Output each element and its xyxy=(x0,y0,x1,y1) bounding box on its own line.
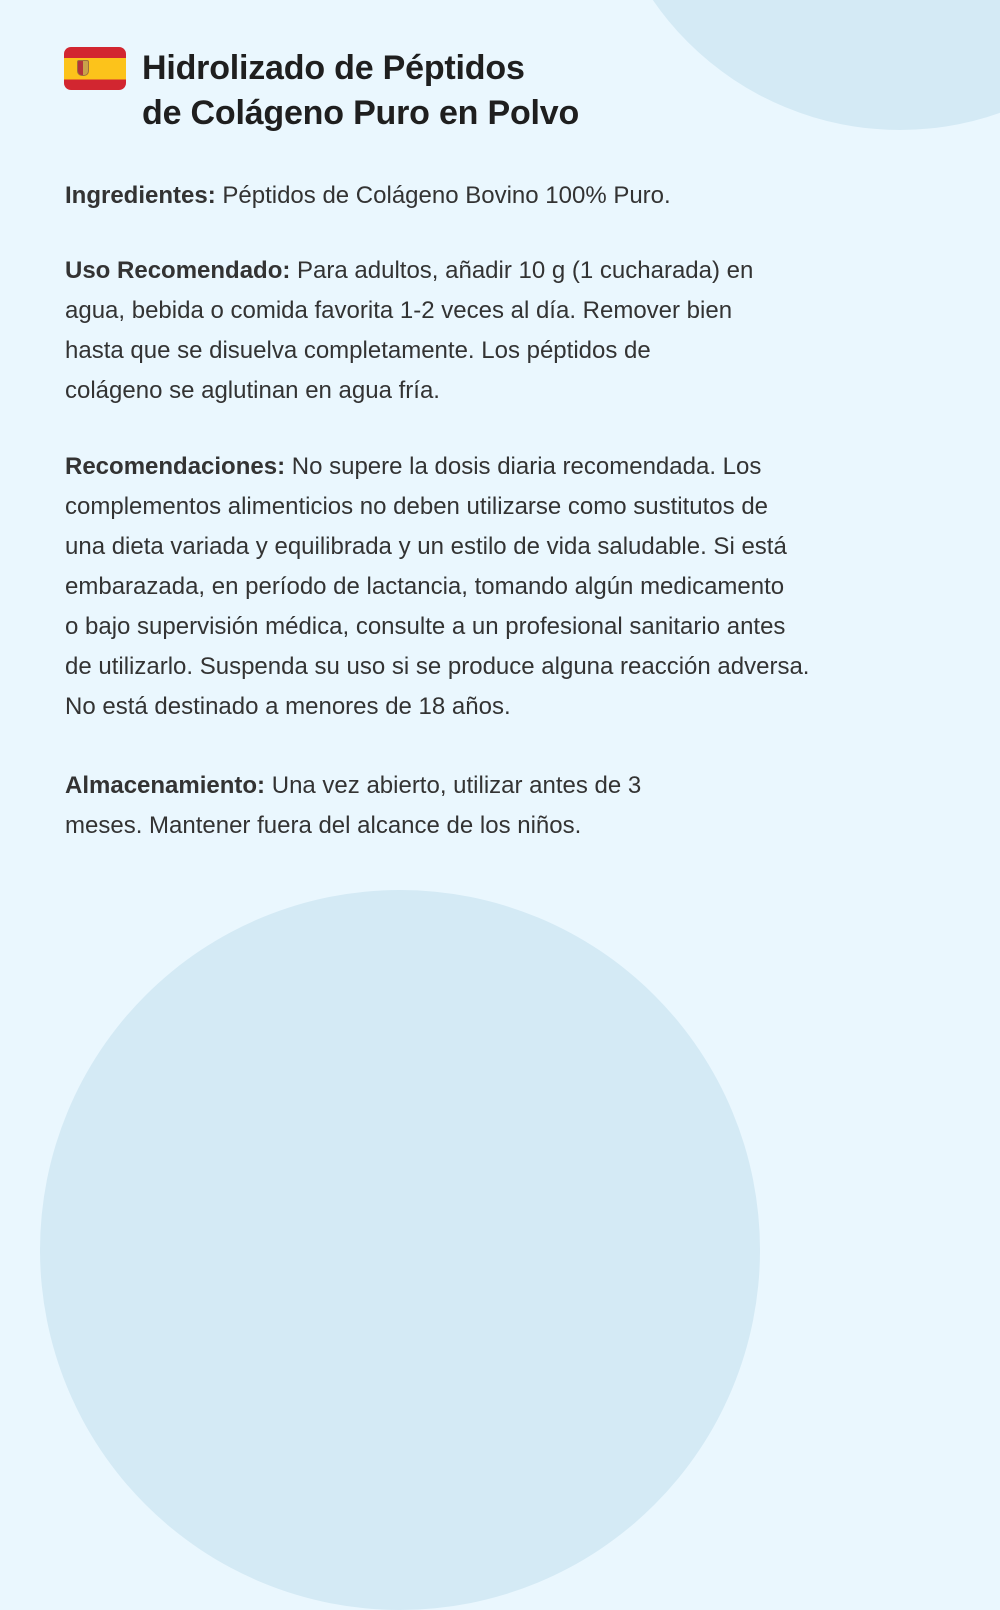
coat-of-arms-icon xyxy=(77,60,89,76)
page-title xyxy=(142,46,579,136)
title-line-2: de Colágeno Puro en Polvo xyxy=(142,94,580,132)
ingredients-text: Péptidos de Colágeno Bovino 100% Puro. xyxy=(215,182,671,209)
spain-flag-icon xyxy=(64,47,126,90)
decorative-circle-top-right xyxy=(600,0,1000,130)
recommended-use-line: colágeno se aglutinan en agua fría. xyxy=(65,377,440,404)
storage-section xyxy=(65,766,985,846)
ingredients-label: Ingredientes: xyxy=(65,182,216,209)
storage-line xyxy=(65,766,985,806)
recommendations-line: o bajo supervisión médica, consulte a un profesional sanitario antes xyxy=(65,613,786,640)
recommendations-line xyxy=(65,447,985,487)
recommendations-label: Recomendaciones: xyxy=(65,453,286,480)
recommendations-line: una dieta variada y equilibrada y un estilo de vida saludable. Si está xyxy=(65,533,787,560)
recommendations-text: No supere la dosis diaria recomendada. Los xyxy=(285,453,762,480)
storage-text: Una vez abierto, utilizar antes de 3 xyxy=(265,772,642,799)
recommended-use-line: hasta que se disuelva completamente. Los péptidos de xyxy=(65,337,651,364)
storage-line: meses. Mantener fuera del alcance de los niños. xyxy=(65,812,582,839)
title-line-1: Hidrolizado de Péptidos xyxy=(142,49,525,87)
recommendations-line: de utilizarlo. Suspenda su uso si se produce alguna reacción adversa. xyxy=(65,653,810,680)
storage-label: Almacenamiento: xyxy=(65,772,266,799)
recommendations-line: No está destinado a menores de 18 años. xyxy=(65,693,511,720)
recommended-use-line: agua, bebida o comida favorita 1-2 veces al día. Remover bien xyxy=(65,297,733,324)
recommendations-section xyxy=(65,447,985,727)
ingredients-line xyxy=(65,176,985,216)
recommended-use-section xyxy=(65,251,985,411)
recommendations-line: complementos alimenticios no deben utilizarse como sustitutos de xyxy=(65,493,769,520)
recommendations-line: embarazada, en período de lactancia, tomando algún medicamento xyxy=(65,573,785,600)
recommended-use-label: Uso Recomendado: xyxy=(65,257,291,284)
recommended-use-text: Para adultos, añadir 10 g (1 cucharada) en xyxy=(290,257,754,284)
decorative-circle-bottom xyxy=(40,890,760,1610)
ingredients-section xyxy=(65,176,985,216)
recommended-use-line xyxy=(65,251,985,291)
